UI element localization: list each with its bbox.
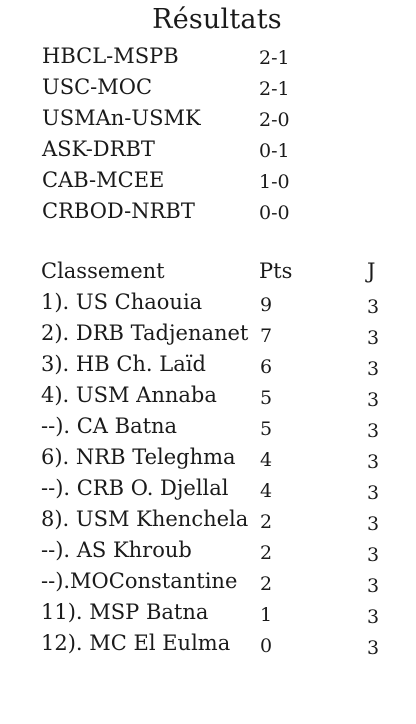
- team-name: 8). USM Khenchela: [41, 507, 249, 531]
- match-score: 1-0: [259, 171, 290, 193]
- team-played: 3: [367, 451, 380, 473]
- team-played: 3: [367, 575, 380, 597]
- table-row: [41, 504, 386, 535]
- table-row: [41, 349, 386, 380]
- team-name: 1). US Chaouia: [41, 290, 203, 314]
- team-points: 9: [260, 294, 273, 316]
- team-points: 0: [260, 635, 273, 657]
- team-played: 3: [367, 637, 380, 659]
- match-score: 2-1: [259, 78, 290, 100]
- match-name: USC-MOC: [42, 75, 153, 99]
- header-classement: Classement: [41, 259, 165, 283]
- team-played: 3: [367, 296, 380, 318]
- match-name: HBCL-MSPB: [42, 44, 179, 68]
- result-row: [42, 103, 382, 134]
- team-points: 1: [260, 604, 273, 626]
- team-points: 7: [260, 325, 273, 347]
- team-name: --). CA Batna: [41, 414, 178, 438]
- team-played: 3: [367, 358, 380, 380]
- team-points: 4: [260, 480, 273, 502]
- page-title: Résultats: [152, 4, 282, 35]
- team-points: 6: [260, 356, 273, 378]
- header-pts: Pts: [259, 259, 293, 283]
- team-name: 2). DRB Tadjenanet: [41, 321, 249, 345]
- team-played: 3: [367, 327, 380, 349]
- team-points: 2: [260, 542, 273, 564]
- team-points: 2: [260, 511, 273, 533]
- match-score: 2-1: [259, 47, 290, 69]
- team-points: 5: [260, 387, 273, 409]
- team-name: 11). MSP Batna: [41, 600, 209, 624]
- match-score: 0-0: [259, 202, 290, 224]
- standings-header: [41, 256, 386, 287]
- team-played: 3: [367, 389, 380, 411]
- team-name: 4). USM Annaba: [41, 383, 217, 407]
- team-played: 3: [367, 482, 380, 504]
- team-played: 3: [367, 606, 380, 628]
- table-row: [41, 318, 386, 349]
- team-name: --). CRB O. Djellal: [41, 476, 229, 500]
- table-row: [41, 566, 386, 597]
- team-played: 3: [367, 544, 380, 566]
- result-row: [42, 41, 382, 72]
- team-name: 6). NRB Teleghma: [41, 445, 236, 469]
- team-points: 4: [260, 449, 273, 471]
- team-played: 3: [367, 513, 380, 535]
- table-row: [41, 473, 386, 504]
- table-row: [41, 287, 386, 318]
- match-score: 2-0: [259, 109, 290, 131]
- result-row: [42, 165, 382, 196]
- team-played: 3: [367, 420, 380, 442]
- results-list: [42, 41, 382, 227]
- team-name: --).MOConstantine: [41, 569, 238, 593]
- result-row: [42, 72, 382, 103]
- table-row: [41, 535, 386, 566]
- header-j: J: [367, 259, 376, 283]
- table-row: [41, 628, 386, 659]
- table-row: [41, 597, 386, 628]
- team-points: 2: [260, 573, 273, 595]
- standings-table: [41, 256, 386, 659]
- team-name: 3). HB Ch. Laïd: [41, 352, 206, 376]
- result-row: [42, 196, 382, 227]
- table-row: [41, 442, 386, 473]
- match-name: USMAn-USMK: [42, 106, 201, 130]
- match-score: 0-1: [259, 140, 290, 162]
- match-name: CRBOD-NRBT: [42, 199, 195, 223]
- team-name: --). AS Khroub: [41, 538, 192, 562]
- match-name: ASK-DRBT: [42, 137, 155, 161]
- match-name: CAB-MCEE: [42, 168, 165, 192]
- result-row: [42, 134, 382, 165]
- table-row: [41, 411, 386, 442]
- team-name: 12). MC El Eulma: [41, 631, 231, 655]
- team-points: 5: [260, 418, 273, 440]
- table-row: [41, 380, 386, 411]
